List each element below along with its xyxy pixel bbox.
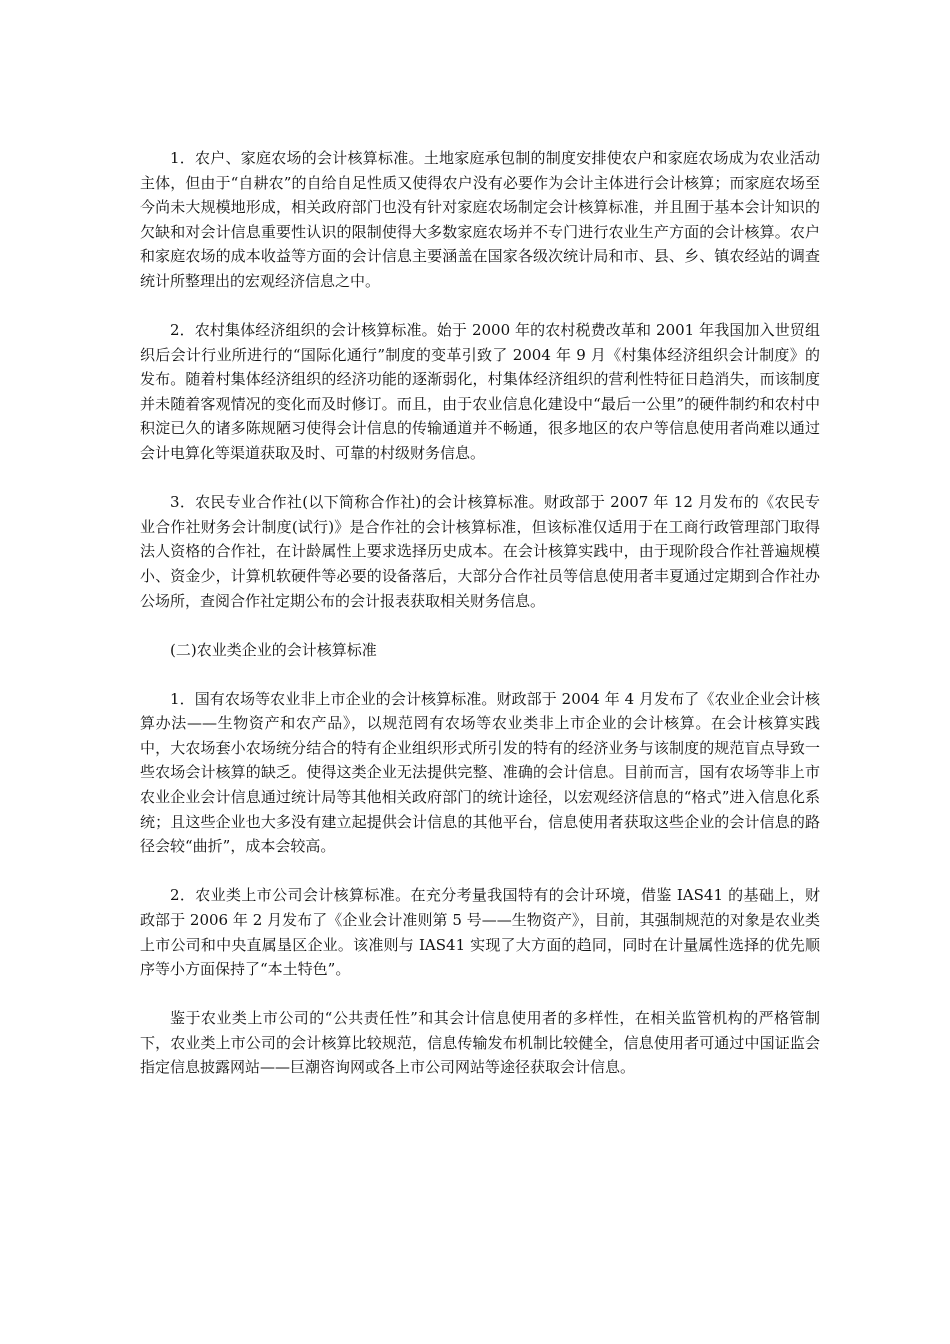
paragraph-cooperative: 3．农民专业合作社(以下简称合作社)的会计核算标准。财政部于 2007 年 12 月发布的《农民专业合作社财务会计制度(试行)》是合作社的会计核算标准，但该标准仅适用于在工商行政管理部门取得法人资格的合作社，在计龄属性上要求选择历史成本。在会计核算实践中，由于现阶段合作社普遍规模小、资金少，计算机软硬件等必要的设备落后，大部分合作社员等信息使用者丰夏通过定期到合作社办公场所，查阅合作社定期公布的会计报表获取相关财务信息。 bbox=[140, 493, 820, 610]
paragraph-disclosure: 鉴于农业类上市公司的“公共责任性”和其会计信息使用者的多样性，在相关监管机构的严格管制下，农业类上市公司的会计核算比较规范，信息传输发布机制比较健全，信息使用者可通过中国证监会指定信息披露网站——巨潮咨询网或各上市公司网站等途径获取会计信息。 bbox=[140, 1009, 820, 1077]
section-heading-enterprise: (二)农业类企业的会计核算标准 bbox=[170, 640, 377, 659]
paragraph-state-farm: 1．国有农场等农业非上市企业的会计核算标准。财政部于 2004 年 4 月发布了《农业企业会计核算办法——生物资产和农产品》，以规范罔有农场等农业类非上市企业的会计核算。在会计核算实践中，大农场套小农场统分结合的特有企业组织形式所引发的特有的经济业务与该制度的规范盲点导致一些农场会计核算的缺乏。使得这类企业无法提供完整、准确的会计信息。目前而言，国有农场等非上市农业企业会计信息通过统计局等其他相关政府部门的统计途径，以宏观经济信息的“格式”进入信息化系统；且这些企业也大多没有建立起提供会计信息的其他平台，信息使用者获取这些企业的会计信息的路径会较“曲折”，成本会较高。 bbox=[140, 689, 820, 856]
document-body bbox=[140, 146, 820, 1105]
paragraph-farm-household: 1．农户、家庭农场的会计核算标准。土地家庭承包制的制度安排使农户和家庭农场成为农业活动主体，但由于“自耕农”的自给自足性质又使得农户没有必要作为会计主体进行会计核算；而家庭农场至今尚未大规模地形成，相关政府部门也没有针对家庭农场制定会计核算标准，并且囿于基本会计知识的欠缺和对会计信息重要性认识的限制使得大多数家庭农场并不专门进行农业生产方面的会计核算。农户和家庭农场的成本收益等方面的会计信息主要涵盖在国家各级次统计局和市、县、乡、镇农经站的调查统计所整理出的宏观经济信息之中。 bbox=[140, 149, 820, 290]
paragraph-listed-company: 2．农业类上市公司会计核算标准。在充分考量我国特有的会计环境，借鉴 IAS41 的基础上，财政部于 2006 年 2 月发布了《企业会计准则第 5 号——生物资产》，目前，其强制规范的对象是农业类上市公司和中央直属垦区企业。该准则与 IAS41 实现了大方面的趋同，同时在计量属性选择的优先顺序等小方面保持了“本土特色”。 bbox=[140, 886, 820, 979]
paragraph-rural-collective: 2．农村集体经济组织的会计核算标准。始于 2000 年的农村税费改革和 2001 年我国加入世贸组织后会计行业所进行的“国际化通行”制度的变革引致了 2004 年 9 月《村集体经济组织会计制度》的发布。随着村集体经济组织的经济功能的逐渐弱化，村集体经济组织的营利性特征日趋消失，而该制度并未随着客观情况的变化而及时修订。而且，由于农业信息化建设中“最后一公里”的硬件制约和农村中积淀已久的诸多陈规陋习使得会计信息的传输通道并不畅通，很多地区的农户等信息使用者尚难以通过会计电算化等渠道获取及时、可靠的村级财务信息。 bbox=[140, 321, 820, 463]
